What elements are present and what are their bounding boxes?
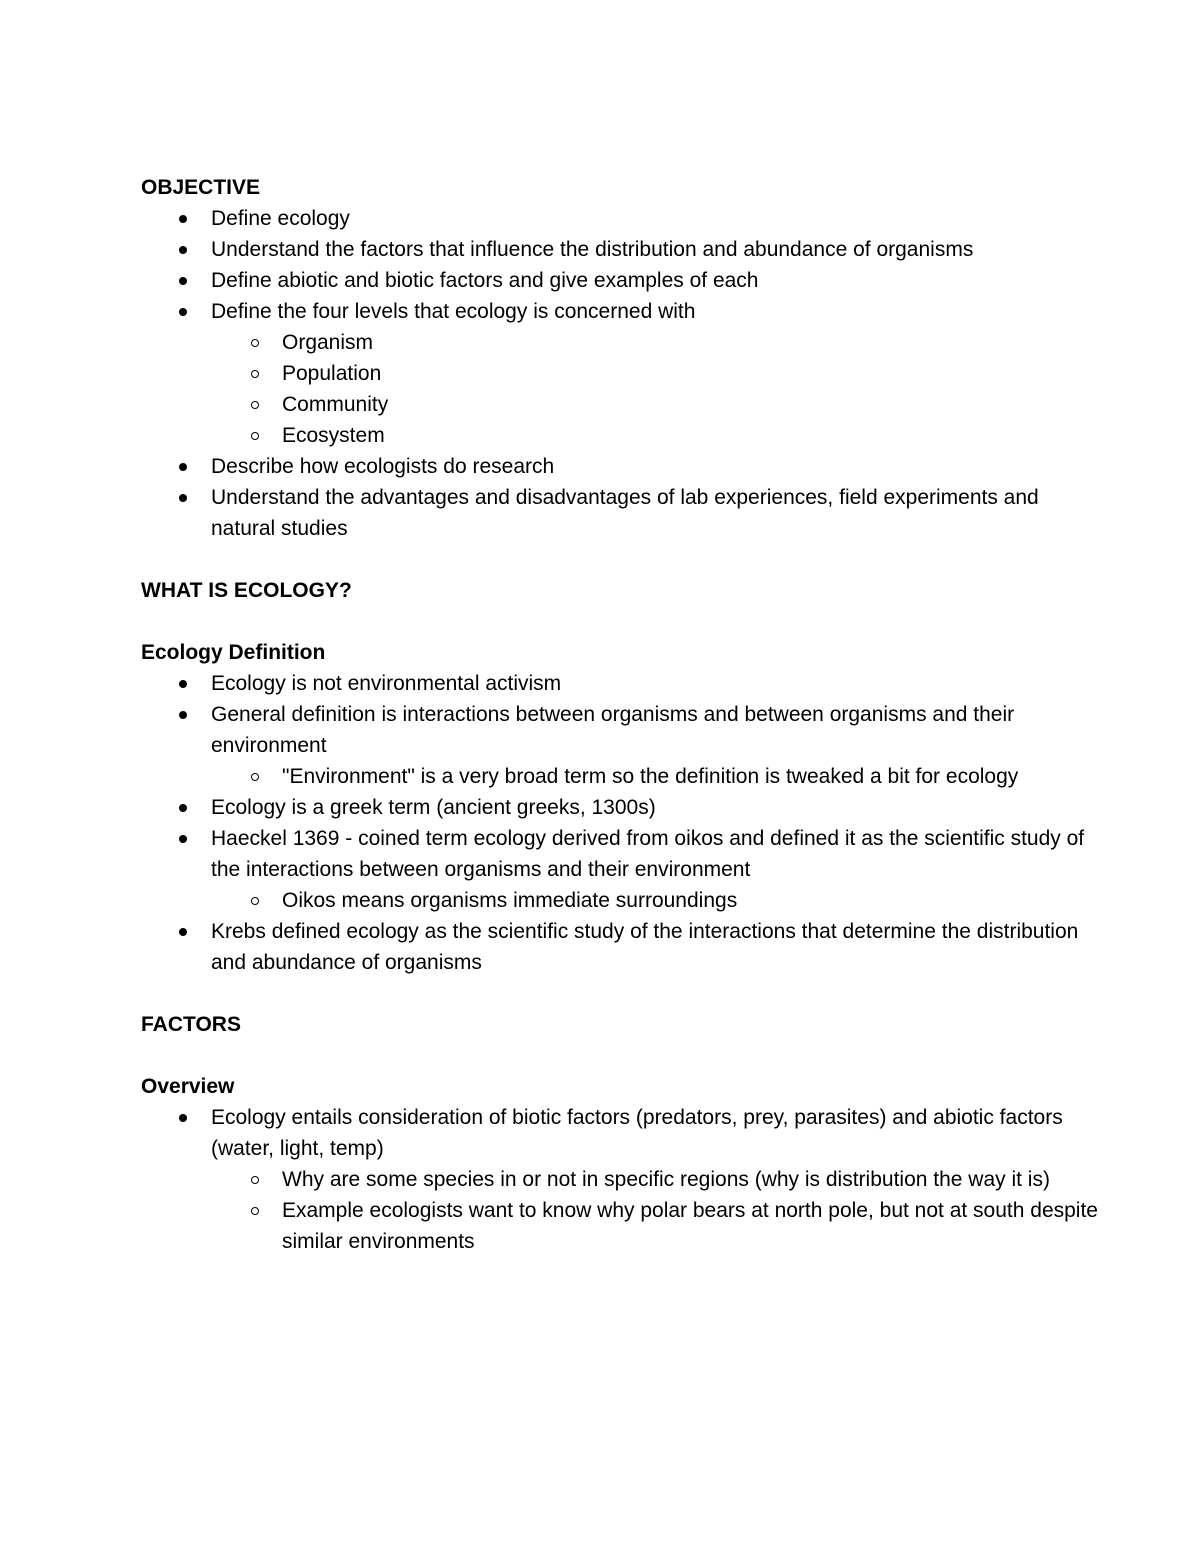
hollow-bullet-icon bbox=[251, 897, 259, 905]
what-is-ecology-heading: WHAT IS ECOLOGY? bbox=[141, 579, 352, 602]
objective-heading: OBJECTIVE bbox=[141, 176, 261, 199]
spacer bbox=[141, 606, 1101, 637]
list-item: Haeckel 1369 - coined term ecology derived from oikos and defined it as the scientific study of the interactions between organisms and their environment Oikos means organisms immediate surroundings bbox=[141, 823, 1101, 916]
objective-list bbox=[141, 203, 1101, 544]
list-item: Define the four levels that ecology is concerned with Organism Population Community Ecosystem bbox=[141, 296, 1101, 451]
list-item: General definition is interactions between organisms and between organisms and their environment "Environment" is a very broad term so the definition is tweaked a bit for ecology bbox=[141, 699, 1101, 792]
hollow-bullet-icon bbox=[251, 773, 259, 781]
bullet-icon bbox=[179, 1114, 187, 1122]
list-item: Define abiotic and biotic factors and give examples of each bbox=[141, 265, 1101, 296]
hollow-bullet-icon bbox=[251, 1176, 259, 1184]
bullet-icon bbox=[179, 804, 187, 812]
list-item: Krebs defined ecology as the scientific study of the interactions that determine the distribution and abundance of organisms bbox=[141, 916, 1101, 978]
bullet-icon bbox=[179, 308, 187, 316]
list-item: Ecology entails consideration of biotic factors (predators, prey, parasites) and abiotic factors (water, light, temp) Why are some species in or not in specific regions (why is distribution the way it is) Example ecologists want to know why polar bears at north pole, but not at south despite similar environments bbox=[141, 1102, 1101, 1257]
factors-sublist bbox=[141, 1164, 1101, 1257]
bullet-icon bbox=[179, 215, 187, 223]
overview-subheading: Overview bbox=[141, 1075, 235, 1098]
sub-list-item: Organism bbox=[141, 327, 1101, 358]
bullet-icon bbox=[179, 494, 187, 502]
bullet-icon bbox=[179, 246, 187, 254]
spacer bbox=[141, 544, 1101, 575]
list-item: Ecology is not environmental activism bbox=[141, 668, 1101, 699]
sub-list-item: Community bbox=[141, 389, 1101, 420]
bullet-icon bbox=[179, 680, 187, 688]
oikos-sublist bbox=[141, 885, 1101, 916]
bullet-icon bbox=[179, 711, 187, 719]
definition-list bbox=[141, 668, 1101, 978]
sub-list-item: Oikos means organisms immediate surroundings bbox=[141, 885, 1101, 916]
factors-list bbox=[141, 1102, 1101, 1257]
spacer bbox=[141, 978, 1101, 1009]
list-item: Understand the advantages and disadvantages of lab experiences, field experiments and natural studies bbox=[141, 482, 1101, 544]
document-page bbox=[141, 172, 1101, 1257]
hollow-bullet-icon bbox=[251, 339, 259, 347]
ecology-definition-subheading: Ecology Definition bbox=[141, 641, 326, 664]
bullet-icon bbox=[179, 835, 187, 843]
hollow-bullet-icon bbox=[251, 1207, 259, 1215]
bullet-icon bbox=[179, 277, 187, 285]
list-item: Define ecology bbox=[141, 203, 1101, 234]
bullet-icon bbox=[179, 928, 187, 936]
list-item: Understand the factors that influence the distribution and abundance of organisms bbox=[141, 234, 1101, 265]
levels-list bbox=[141, 327, 1101, 451]
sub-list-item: "Environment" is a very broad term so the definition is tweaked a bit for ecology bbox=[141, 761, 1101, 792]
sub-list-item: Example ecologists want to know why polar bears at north pole, but not at south despite similar environments bbox=[141, 1195, 1101, 1257]
list-item: Describe how ecologists do research bbox=[141, 451, 1101, 482]
sub-list-item: Ecosystem bbox=[141, 420, 1101, 451]
hollow-bullet-icon bbox=[251, 432, 259, 440]
hollow-bullet-icon bbox=[251, 370, 259, 378]
sub-list-item: Why are some species in or not in specific regions (why is distribution the way it is) bbox=[141, 1164, 1101, 1195]
factors-heading: FACTORS bbox=[141, 1013, 241, 1036]
list-item: Ecology is a greek term (ancient greeks, 1300s) bbox=[141, 792, 1101, 823]
hollow-bullet-icon bbox=[251, 401, 259, 409]
spacer bbox=[141, 1040, 1101, 1071]
environment-sublist bbox=[141, 761, 1101, 792]
bullet-icon bbox=[179, 463, 187, 471]
sub-list-item: Population bbox=[141, 358, 1101, 389]
